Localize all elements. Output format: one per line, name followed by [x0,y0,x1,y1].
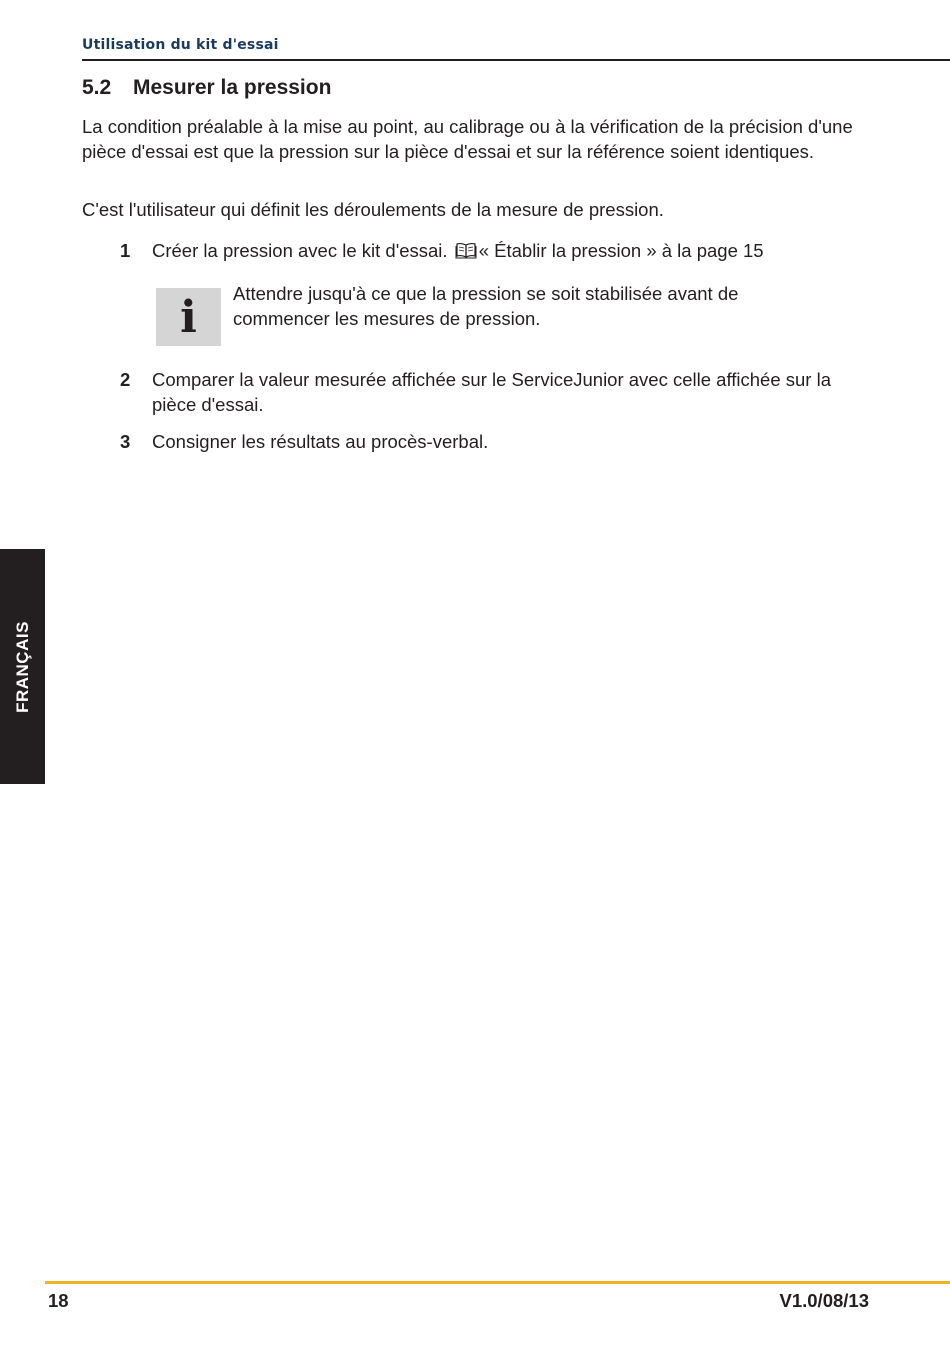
step-number: 3 [120,431,131,452]
step-text: Consigner les résultats au procès-verbal. [152,431,489,452]
user-paragraph: C'est l'utilisateur qui définit les déroulements de la mesure de pression. [82,199,664,220]
step-1-text: Créer la pression avec le kit d'essai. [152,240,448,261]
info-box [156,288,221,346]
header-rule [82,59,950,61]
page-reference-link[interactable]: « Établir la pression » à la page 15 [478,240,764,261]
language-side-tab [0,549,45,784]
document-version: V1.0/08/13 [779,1290,869,1311]
step-number: 1 [120,240,131,261]
language-label: FRANÇAIS [12,620,32,713]
step-1 [120,239,869,266]
step-3 [120,430,869,455]
footer-rule [45,1281,950,1284]
info-icon: i [180,292,197,343]
section-heading [82,76,331,100]
book-icon [455,241,477,266]
step-text [152,239,869,266]
step-number: 2 [120,369,131,390]
page-number: 18 [48,1290,69,1311]
info-note-text: Attendre jusqu'à ce que la pression se soit stabilisée avant de commencer les mesures de pression. [233,283,739,329]
step-text: Comparer la valeur mesurée affichée sur le ServiceJunior avec celle affichée sur la pièce d'essai. [152,369,832,415]
section-title: Mesurer la pression [133,76,332,99]
step-2 [120,368,869,417]
section-number: 5.2 [82,76,112,99]
intro-paragraph: La condition préalable à la mise au point, au calibrage ou à la vérification de la précision d'une pièce d'essai est que la pression sur la pièce d'essai et sur la référence soient identiques. [82,116,853,162]
running-header: Utilisation du kit d'essai [82,37,279,53]
